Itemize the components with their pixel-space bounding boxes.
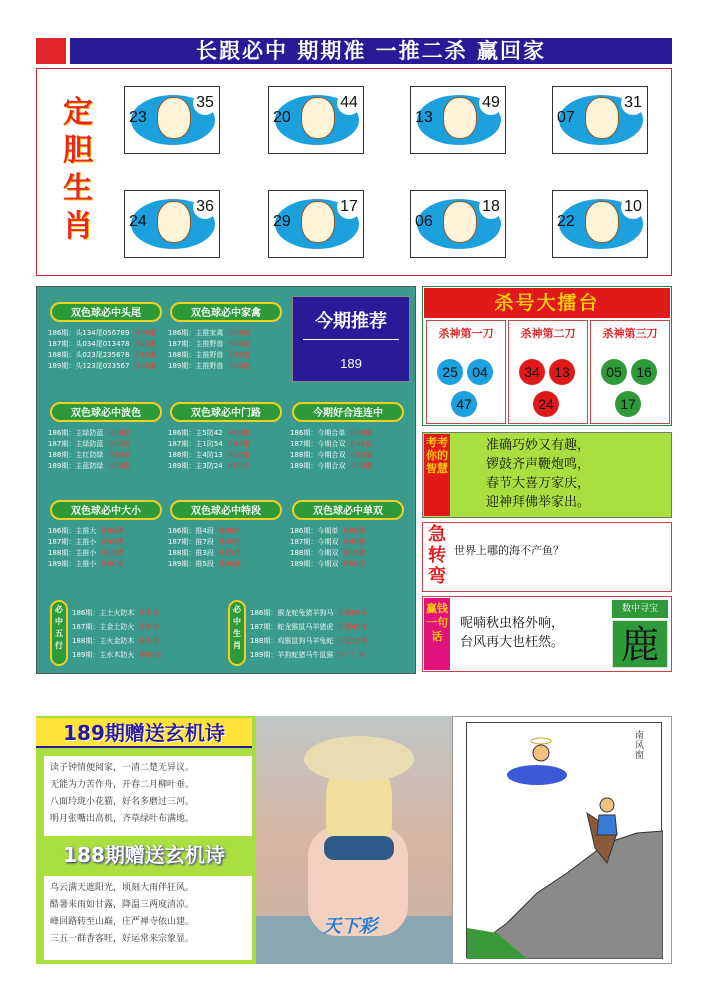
zodiac-number: 20 xyxy=(273,109,291,126)
row-text: 187期：蛇龙猴鼠马羊猪虎 xyxy=(250,623,334,631)
group-row xyxy=(168,461,250,472)
row-text: 187期：推7段 xyxy=(168,538,214,546)
group-row xyxy=(48,428,130,439)
group-row xyxy=(168,548,241,559)
number-ball: 34 xyxy=(519,359,545,385)
zodiac-card xyxy=(268,190,364,258)
row-result: 开15猪 xyxy=(226,451,250,459)
group-label-daxiao: 双色球必中大小 xyxy=(50,500,162,520)
zodiac-card xyxy=(268,86,364,154)
rat-icon xyxy=(443,201,477,243)
group-label-bose: 双色球必中波色 xyxy=(50,402,162,422)
cow-icon xyxy=(301,201,335,243)
group-row xyxy=(48,361,156,372)
dingdan-char: 定 xyxy=(63,95,93,130)
wisdom-line: 迎神拜佛举家出。 xyxy=(486,495,591,510)
row-text: 187期：头034尾013478 xyxy=(48,340,130,348)
row-text: 189期：主3防24 xyxy=(168,462,223,470)
sheep-icon xyxy=(157,97,191,139)
group-row xyxy=(48,450,130,461)
row-result: 开15猪 xyxy=(107,451,131,459)
number-ball: 25 xyxy=(437,359,463,385)
poem-line: 八面玲珑小花猫，好名多磨过三河。 xyxy=(50,797,195,807)
number-ball: 04 xyxy=(467,359,493,385)
ox-icon xyxy=(157,201,191,243)
zodiac-number: 44 xyxy=(337,91,361,115)
number-ball: 17 xyxy=(615,391,641,417)
group-row xyxy=(250,650,365,661)
group-label-jiaqin: 双色球必中家禽 xyxy=(170,302,282,322)
row-result: 开00准 xyxy=(342,560,366,568)
zodiac-card xyxy=(410,86,506,154)
zodiac-number: 36 xyxy=(193,195,217,219)
wisdom-line: 准确巧妙又有趣， xyxy=(486,438,591,453)
group-row xyxy=(168,350,250,361)
group-row xyxy=(250,608,367,619)
row-result: 开15准 xyxy=(133,351,157,359)
group-row xyxy=(168,450,250,461)
row-text: 188期：主火金防木 xyxy=(72,637,135,645)
poem-line: 三五一群香客旺，好运常来宗象显。 xyxy=(50,934,195,944)
row-text: 186期：主推家禽 xyxy=(168,329,224,337)
row-text: 187期：今期双 xyxy=(290,538,339,546)
row-result: 开00准 xyxy=(100,560,124,568)
zodiac-card xyxy=(552,86,648,154)
row-text: 187期：主绿防蓝 xyxy=(48,440,104,448)
dingdan-char: 肖 xyxy=(63,209,93,244)
group-row xyxy=(168,361,250,372)
row-result: 开00准 xyxy=(138,651,162,659)
zodiac-card xyxy=(124,86,220,154)
zodiac-number: 10 xyxy=(621,195,645,219)
number-ball: 16 xyxy=(631,359,657,385)
group-label-haohe: 今期好合连连中 xyxy=(292,402,404,422)
row-text: 189期：今期双 xyxy=(290,560,339,568)
knife-label: 杀神第一刀 xyxy=(438,327,494,340)
row-result: 开45猪 xyxy=(226,440,250,448)
row-text: 188期：主红防绿 xyxy=(48,451,104,459)
row-text: 186期：今期单 xyxy=(290,527,339,535)
group-row xyxy=(290,461,372,472)
row-result: 开08猪 xyxy=(227,329,251,337)
row-text: 189期：主推小 xyxy=(48,560,97,568)
wisdom-line: 春节大喜万家庆， xyxy=(486,476,591,491)
page-banner: 长跟必中 期期准 一推二杀 赢回家 xyxy=(70,38,672,64)
snake-icon xyxy=(443,97,477,139)
zodiac-number: 22 xyxy=(557,213,575,230)
group-row xyxy=(290,537,365,548)
row-result: 开00准 xyxy=(349,462,373,470)
riddle-side-label: 急转弯 xyxy=(424,524,450,590)
recommend-title: 今期推荐 xyxy=(315,311,387,332)
zodiac-number: 13 xyxy=(415,109,433,126)
group-row xyxy=(72,636,159,647)
row-result: 开猪45准 xyxy=(337,623,368,631)
group-row xyxy=(168,537,241,548)
poem-line: 读子钟情便阅家，一清二楚无异议。 xyxy=(50,763,195,773)
kill-knife xyxy=(508,320,588,424)
knife-label: 杀神第三刀 xyxy=(602,327,658,340)
zodiac-card xyxy=(552,190,648,258)
group-label-wuxing: 必中五行 xyxy=(50,600,68,666)
row-result: 开00准 xyxy=(217,560,241,568)
group-row xyxy=(290,548,365,559)
group-label-teduan: 双色球必中特段 xyxy=(170,500,282,520)
row-text: 188期：鸡猴鼠狗马羊兔蛇 xyxy=(250,637,334,645)
group-row xyxy=(48,559,123,570)
row-result: 开00准 xyxy=(107,462,131,470)
number-ball: 13 xyxy=(549,359,575,385)
poem-line: 明月张嘴出高机，齐草绿叶布满地。 xyxy=(50,814,195,824)
poem-189-body xyxy=(44,756,252,836)
zodiac-card xyxy=(410,190,506,258)
group-row xyxy=(168,328,250,339)
number-ball: 47 xyxy=(451,391,477,417)
group-row xyxy=(168,439,250,450)
row-text: 187期：主推小 xyxy=(48,538,97,546)
group-row xyxy=(168,559,241,570)
row-text: 189期：推5段 xyxy=(168,560,214,568)
row-result: 开45猪 xyxy=(349,440,373,448)
corner-block xyxy=(36,38,66,64)
row-text: 186期：猴龙蛇兔猪羊狗马 xyxy=(250,609,334,617)
row-result: 开15猪 xyxy=(349,451,373,459)
group-row xyxy=(48,439,130,450)
row-result: 开45准 xyxy=(133,340,157,348)
arena-title: 杀号大擂台 xyxy=(424,288,670,318)
group-label-toutail: 双色球必中头尾 xyxy=(50,302,162,322)
knife-label: 杀神第二刀 xyxy=(520,327,576,340)
kill-knife xyxy=(426,320,506,424)
row-result: 开00准 xyxy=(227,362,251,370)
group-row xyxy=(48,537,123,548)
row-text: 186期：今期合单 xyxy=(290,429,346,437)
group-row xyxy=(168,339,250,350)
number-ball: 05 xyxy=(601,359,627,385)
group-row xyxy=(48,526,123,537)
row-text: 189期：主水木防火 xyxy=(72,651,135,659)
row-result: 开45猪 xyxy=(217,538,241,546)
row-result: 开08猪 xyxy=(107,429,131,437)
group-row xyxy=(290,559,365,570)
riddle-text: 世界上哪的海不产鱼？ xyxy=(454,544,564,557)
row-result: 开15猪 xyxy=(227,351,251,359)
row-text: 186期：头134尾056789 xyxy=(48,329,130,337)
number-ball: 24 xyxy=(533,391,559,417)
group-row xyxy=(72,650,161,661)
group-row xyxy=(72,608,159,619)
zodiac-card xyxy=(124,190,220,258)
zodiac-number: 18 xyxy=(479,195,503,219)
row-result: 开木准 xyxy=(138,623,160,631)
poem-line: 无能为力苦作舟，开春二月柳叶垂。 xyxy=(50,780,195,790)
row-text: 188期：主4防13 xyxy=(168,451,223,459)
zodiac-number: 07 xyxy=(557,109,575,126)
row-text: 188期：头023尾235678 xyxy=(48,351,130,359)
row-result: 开木准 xyxy=(138,637,160,645)
group-row xyxy=(168,428,250,439)
win-side-label: 赢钱一句话 xyxy=(424,598,450,670)
pig-icon xyxy=(585,97,619,139)
row-result: 开？？准 xyxy=(337,651,366,659)
row-text: 186期：主推大 xyxy=(48,527,97,535)
group-row xyxy=(250,622,367,633)
group-row xyxy=(290,428,372,439)
row-result: 开00准 xyxy=(133,362,157,370)
group-row xyxy=(290,439,372,450)
dingdan-char: 胆 xyxy=(63,133,93,168)
group-row xyxy=(48,461,130,472)
site-logo: 天下彩 xyxy=(323,916,377,936)
row-text: 188期：主推小 xyxy=(48,549,97,557)
poem-189-title: 189期赠送玄机诗 xyxy=(36,718,252,748)
row-text: 189期：头123尾023567 xyxy=(48,362,130,370)
poem-line: 乌云满天遮阳光，顷刻大雨伴狂风。 xyxy=(50,883,195,893)
row-text: 186期：主土火防木 xyxy=(72,609,135,617)
dingdan-char: 生 xyxy=(63,171,93,206)
recommend-box xyxy=(292,296,410,382)
row-result: 开08猪 xyxy=(100,527,124,535)
win-line: 呢喃秋虫格外响， xyxy=(460,616,565,631)
wisdom-line: 锣鼓齐声鞭炮鸣， xyxy=(486,457,591,472)
row-text: 188期：今期双 xyxy=(290,549,339,557)
group-label-danshuang: 双色球必中单双 xyxy=(292,500,404,520)
recommend-value: 189 xyxy=(340,356,362,371)
row-result: 开08准 xyxy=(133,329,157,337)
row-result: 开狗08准 xyxy=(337,609,368,617)
row-result: 开45猪 xyxy=(227,340,251,348)
row-result: 开00准 xyxy=(226,462,250,470)
row-text: 189期：主蓝防绿 xyxy=(48,462,104,470)
group-row xyxy=(72,622,159,633)
row-result: 开鼠15准 xyxy=(337,637,368,645)
win-phrase xyxy=(460,614,564,652)
group-row xyxy=(48,339,156,350)
group-label-shengxiao: 必中生肖 xyxy=(228,600,246,666)
row-text: 187期：主1防54 xyxy=(168,440,223,448)
row-text: 187期：主金土防火 xyxy=(72,623,135,631)
zodiac-number: 49 xyxy=(479,91,503,115)
row-result: 开08猪 xyxy=(349,429,373,437)
row-text: 188期：今期合双 xyxy=(290,451,346,459)
group-row xyxy=(290,450,372,461)
kill-knife xyxy=(590,320,670,424)
wisdom-side-label: 考考你的智慧 xyxy=(424,434,450,516)
group-row xyxy=(250,636,367,647)
group-row xyxy=(48,548,123,559)
row-result: 开08猪 xyxy=(226,429,250,437)
treasure-label: 数中寻宝 xyxy=(612,600,668,618)
row-result: 开45猪 xyxy=(107,440,131,448)
group-row xyxy=(48,350,156,361)
cartoon-image xyxy=(466,722,662,958)
row-result: 开15猪 xyxy=(100,549,124,557)
treasure-char: 鹿 xyxy=(612,620,668,668)
poem-line: 酷暑来雨如甘露，降温三两度清凉。 xyxy=(50,900,195,910)
zodiac-number: 06 xyxy=(415,213,433,230)
win-line: 台风再大也枉然。 xyxy=(460,635,565,650)
group-row xyxy=(168,526,241,537)
group-row xyxy=(48,328,156,339)
zodiac-number: 23 xyxy=(129,109,147,126)
row-result: 开45猪 xyxy=(342,538,366,546)
zodiac-number: 29 xyxy=(273,213,291,230)
poem-line: 峰回路转至山巅，庄严禅寺依山建。 xyxy=(50,917,195,927)
dingdan-title xyxy=(58,94,98,246)
monkey-icon xyxy=(585,201,619,243)
row-result: 开木准 xyxy=(138,609,160,617)
row-result: 开08猪 xyxy=(217,527,241,535)
row-text: 188期：推3段 xyxy=(168,549,214,557)
poem-188-body xyxy=(44,876,252,960)
row-result: 开08猪 xyxy=(342,527,366,535)
zodiac-number: 35 xyxy=(193,91,217,115)
row-text: 189期：主推野兽 xyxy=(168,362,224,370)
dog-icon xyxy=(301,97,335,139)
row-text: 189期：羊狗蛇猪马牛鼠猴 xyxy=(250,651,334,659)
cartoon-signature: 南风窗 xyxy=(635,731,645,761)
row-text: 187期：今期合双 xyxy=(290,440,346,448)
row-text: 186期：推4段 xyxy=(168,527,214,535)
group-label-menlu: 双色球必中门路 xyxy=(170,402,282,422)
poem-188-title: 188期赠送玄机诗 xyxy=(36,840,252,870)
row-result: 开15猪 xyxy=(342,549,366,557)
model-photo xyxy=(256,716,452,964)
zodiac-number: 17 xyxy=(337,195,361,219)
row-text: 188期：主推野兽 xyxy=(168,351,224,359)
row-result: 开45猪 xyxy=(100,538,124,546)
cartoon-drawing xyxy=(467,723,663,959)
group-row xyxy=(290,526,365,537)
zodiac-number: 31 xyxy=(621,91,645,115)
row-text: 186期：主绿防蓝 xyxy=(48,429,104,437)
zodiac-number: 24 xyxy=(129,213,147,230)
wisdom-poem xyxy=(486,436,590,512)
row-text: 186期：主5防42 xyxy=(168,429,223,437)
row-text: 189期：今期合双 xyxy=(290,462,346,470)
row-result: 开15猪 xyxy=(217,549,241,557)
row-text: 187期：主推野兽 xyxy=(168,340,224,348)
